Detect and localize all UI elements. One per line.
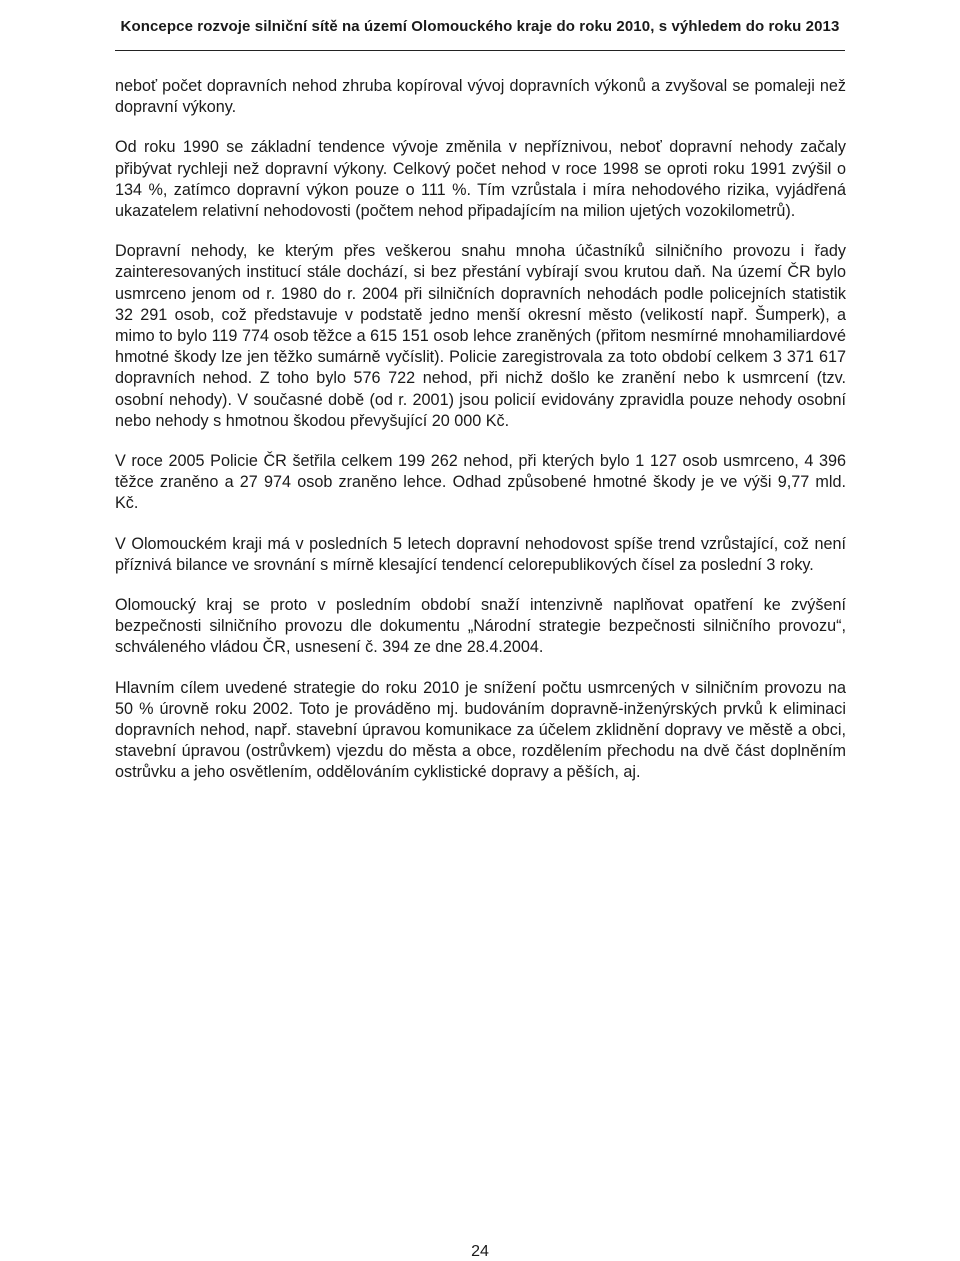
paragraph: Dopravní nehody, ke kterým přes veškerou snahu mnoha účastníků silničního provozu i řady zainteresovaných institucí stále dochází, si bez přestání vybírají svou krutou daň. Na území ČR bylo usmrceno jenom od r. 1980 do r. 2004 při silničních dopravních nehodách podle policejních statistik 32 291 osob, což představuje v podstatě jedno menší okresní město (velikostí např. Šumperk), a mimo to bylo 119 774 osob těžce a 615 151 osob lehce zraněných (přitom nesmírné mnohamiliardové hmotné škody lze jen těžko sumárně vyčíslit). Policie zaregistrovala za toto období celkem 3 371 617 dopravních nehod. Z toho bylo 576 722 nehod, při nichž došlo ke zranění nebo k usmrcení (tzv. osobní nehody). V současné době (od r. 2001) jsou policií evidovány zpravidla pouze nehody osobní nebo nehody s hmotnou škodou převyšující 20 000 Kč. <box>115 242 846 430</box>
paragraph: V Olomouckém kraji má v posledních 5 letech dopravní nehodovost spíše trend vzrůstající, což není příznivá bilance ve srovnání s mírně klesající tendencí celorepublikových čísel za poslední 3 roky. <box>115 534 846 574</box>
document-body <box>115 76 846 803</box>
paragraph: neboť počet dopravních nehod zhruba kopíroval vývoj dopravních výkonů a zvyšoval se pomaleji než dopravní výkony. <box>115 77 846 117</box>
paragraph: Olomoucký kraj se proto v posledním období snaží intenzivně naplňovat opatření ke zvýšení bezpečnosti silničního provozu dle dokumentu „Národní strategie bezpečnosti silničního provozu“, schváleného vládou ČR, usnesení č. 394 ze dne 28.4.2004. <box>115 596 846 657</box>
paragraph: V roce 2005 Policie ČR šetřila celkem 199 262 nehod, při kterých bylo 1 127 osob usmrceno, 4 396 těžce zraněno a 27 974 osob zraněno lehce. Odhad způsobené hmotné škody je ve výši 9,77 mld. Kč. <box>115 452 846 513</box>
page-number: 24 <box>471 1243 489 1260</box>
paragraph: Od roku 1990 se základní tendence vývoje změnila v nepříznivou, neboť dopravní nehody začaly přibývat rychleji než dopravní výkony. Celkový počet nehod v roce 1998 se oproti roku 1991 zvýšil o 134 %, zatímco dopravní výkon pouze o 111 %. Tím vzrůstala i míra nehodového rizika, vyjádřená ukazatelem relativní nehodovosti (počtem nehod připadajícím na milion ujetých vozokilometrů). <box>115 138 846 221</box>
document-header: Koncepce rozvoje silniční sítě na území Olomouckého kraje do roku 2010, s výhledem do roku 2013 <box>120 18 840 35</box>
paragraph: Hlavním cílem uvedené strategie do roku 2010 je snížení počtu usmrcených v silničním provozu na 50 % úrovně roku 2002. Toto je prováděno mj. budováním dopravně-inženýrských prvků k eliminaci dopravních nehod, např. stavební úpravou komunikace za účelem zklidnění dopravy ve městě a obci, stavební úpravou (ostrůvkem) vjezdu do města a obce, rozdělením přechodu na dvě část doplněním ostrůvku a jeho osvětlením, oddělováním cyklistické dopravy a pěších, aj. <box>115 678 846 782</box>
header-divider <box>115 50 845 51</box>
